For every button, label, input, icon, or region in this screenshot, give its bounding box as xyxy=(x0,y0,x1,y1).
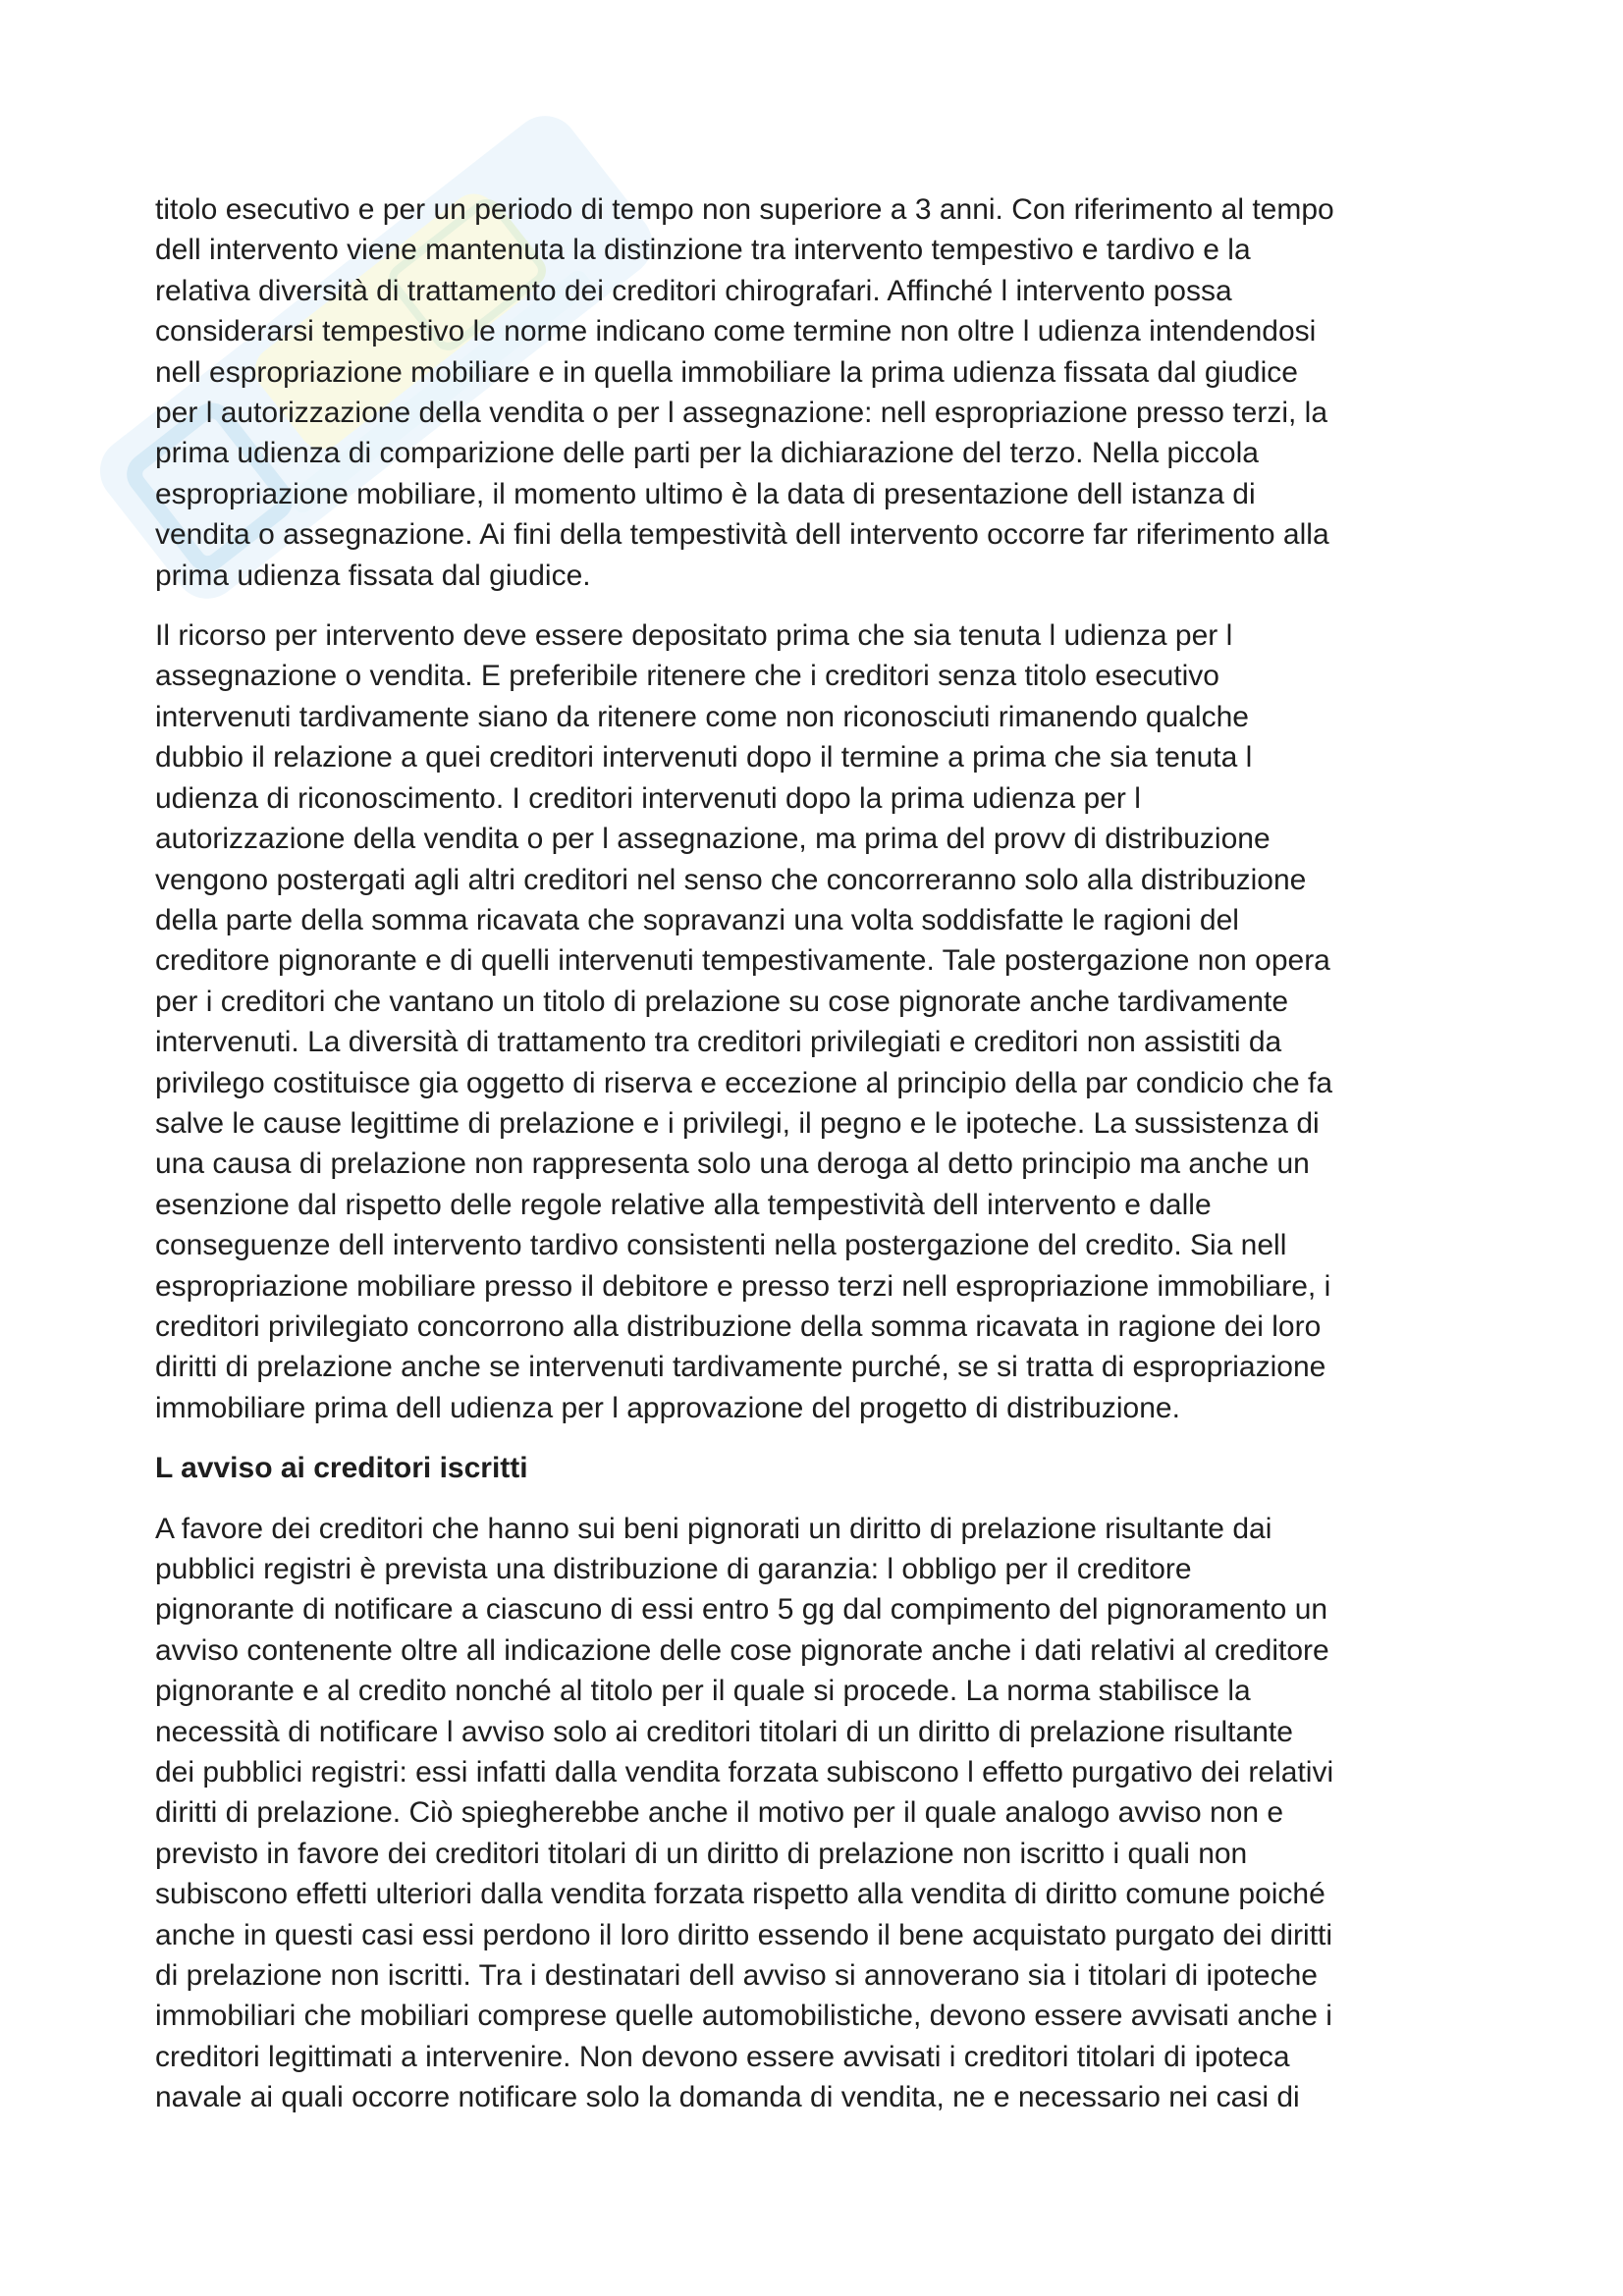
text-line: vengono postergati agli altri creditori nel senso che concorreranno solo alla distribuzione xyxy=(155,863,1307,896)
text-line: una causa di prelazione non rappresenta solo una deroga al detto principio ma anche un xyxy=(155,1148,1310,1181)
section-heading: L avviso ai creditori iscritti xyxy=(155,1452,528,1485)
text-line: salve le cause legittime di prelazione e i privilegi, il pegno e le ipoteche. La sussistenza di xyxy=(155,1106,1320,1140)
text-line: espropriazione mobiliare, il momento ultimo è la data di presentazione dell istanza di xyxy=(155,477,1256,510)
text-line: immobiliari che mobiliari comprese quelle automobilistiche, devono essere avvisati anche i xyxy=(155,2000,1332,2033)
text-line: creditore pignorante e di quelli intervenuti tempestivamente. Tale postergazione non opera xyxy=(155,944,1330,978)
text-line: assegnazione o vendita. E preferibile ritenere che i creditori senza titolo esecutivo xyxy=(155,660,1219,693)
text-line: Il ricorso per intervento deve essere depositato prima che sia tenuta l udienza per l xyxy=(155,619,1233,653)
text-line: pignorante di notificare a ciascuno di essi entro 5 gg dal compimento del pignoramento un xyxy=(155,1593,1328,1627)
text-line: subiscono effetti ulteriori dalla vendita forzata rispetto alla vendita di diritto comune poiché xyxy=(155,1878,1325,1911)
text-line: immobiliare prima dell udienza per l approvazione del progetto di distribuzione. xyxy=(155,1391,1180,1424)
text-line: titolo esecutivo e per un periodo di tempo non superiore a 3 anni. Con riferimento al tempo xyxy=(155,193,1334,226)
text-line: autorizzazione della vendita o per l assegnazione, ma prima del provv di distribuzione xyxy=(155,823,1271,856)
paragraph xyxy=(155,189,1476,596)
text-line: di prelazione non iscritti. Tra i destinatari dell avviso si annoverano sia i titolari di ipoteche xyxy=(155,1959,1318,1993)
text-line: intervenuti. La diversità di trattamento tra creditori privilegiati e creditori non assistiti da xyxy=(155,1026,1282,1059)
paragraph xyxy=(155,1509,1476,2118)
text-line: dell intervento viene mantenuta la distinzione tra intervento tempestivo e tardivo e la xyxy=(155,234,1251,267)
text-line: creditori privilegiato concorrono alla distribuzione della somma ricavata in ragione dei loro xyxy=(155,1309,1322,1343)
text-line: diritti di prelazione. Ciò spiegherebbe anche il motivo per il quale analogo avviso non e xyxy=(155,1796,1284,1830)
text-line: A favore dei creditori che hanno sui beni pignorati un diritto di prelazione risultante dai xyxy=(155,1512,1272,1545)
text-line: nell espropriazione mobiliare e in quella immobiliare la prima udienza fissata dal giudice xyxy=(155,355,1298,389)
text-line: dubbio il relazione a quei creditori intervenuti dopo il termine a prima che sia tenuta l xyxy=(155,741,1253,774)
text-line: pignorante e al credito nonché al titolo per il quale si procede. La norma stabilisce la xyxy=(155,1675,1251,1708)
text-line: prima udienza fissata dal giudice. xyxy=(155,559,591,592)
text-line: previsto in favore dei creditori titolari di un diritto di prelazione non iscritto i quali non xyxy=(155,1837,1248,1870)
document-body xyxy=(155,189,1476,2138)
text-line: pubblici registri è prevista una distribuzione di garanzia: l obbligo per il creditore xyxy=(155,1553,1192,1585)
text-line: per i creditori che vantano un titolo di prelazione su cose pignorate anche tardivamente xyxy=(155,985,1289,1018)
text-line: relativa diversità di trattamento dei creditori chirografari. Affinché l intervento possa xyxy=(155,274,1232,307)
text-line: creditori legittimati a intervenire. Non devono essere avvisati i creditori titolari di ipoteca xyxy=(155,2040,1290,2073)
text-line: vendita o assegnazione. Ai fini della tempestività dell intervento occorre far riferimento alla xyxy=(155,518,1329,552)
text-line: prima udienza di comparizione delle parti per la dichiarazione del terzo. Nella piccola xyxy=(155,437,1259,470)
text-line: navale ai quali occorre notificare solo la domanda di vendita, ne e necessario nei casi di xyxy=(155,2081,1300,2114)
text-line: udienza di riconoscimento. I creditori intervenuti dopo la prima udienza per l xyxy=(155,781,1141,815)
text-line: avviso contenente oltre all indicazione delle cose pignorate anche i dati relativi al creditore xyxy=(155,1633,1329,1667)
text-line: conseguenze dell intervento tardivo consistenti nella postergazione del credito. Sia nell xyxy=(155,1229,1287,1262)
text-line: della parte della somma ricavata che sopravanzi una volta soddisfatte le ragioni del xyxy=(155,903,1239,936)
text-line: necessità di notificare l avviso solo ai creditori titolari di un diritto di prelazione risultante xyxy=(155,1715,1293,1748)
text-line: intervenuti tardivamente siano da ritenere come non riconosciuti rimanendo qualche xyxy=(155,700,1249,733)
text-line: dei pubblici registri: essi infatti dalla vendita forzata subiscono l effetto purgativo dei relativi xyxy=(155,1756,1334,1789)
text-line: anche in questi casi essi perdono il loro diritto essendo il bene acquistato purgato dei diritti xyxy=(155,1918,1333,1951)
text-line: privilego costituisce gia oggetto di riserva e eccezione al principio della par condicio che fa xyxy=(155,1066,1333,1099)
text-line: diritti di prelazione anche se intervenuti tardivamente purché, se si tratta di espropriazione xyxy=(155,1351,1326,1384)
text-line: esenzione dal rispetto delle regole relative alla tempestività dell intervento e dalle xyxy=(155,1188,1212,1221)
text-line: per l autorizzazione della vendita o per l assegnazione: nell espropriazione presso terzi, la xyxy=(155,397,1328,430)
text-line: considerarsi tempestivo le norme indicano come termine non oltre l udienza intendendosi xyxy=(155,315,1317,348)
text-line: espropriazione mobiliare presso il debitore e presso terzi nell espropriazione immobiliare, i xyxy=(155,1269,1331,1303)
paragraph xyxy=(155,615,1476,1428)
